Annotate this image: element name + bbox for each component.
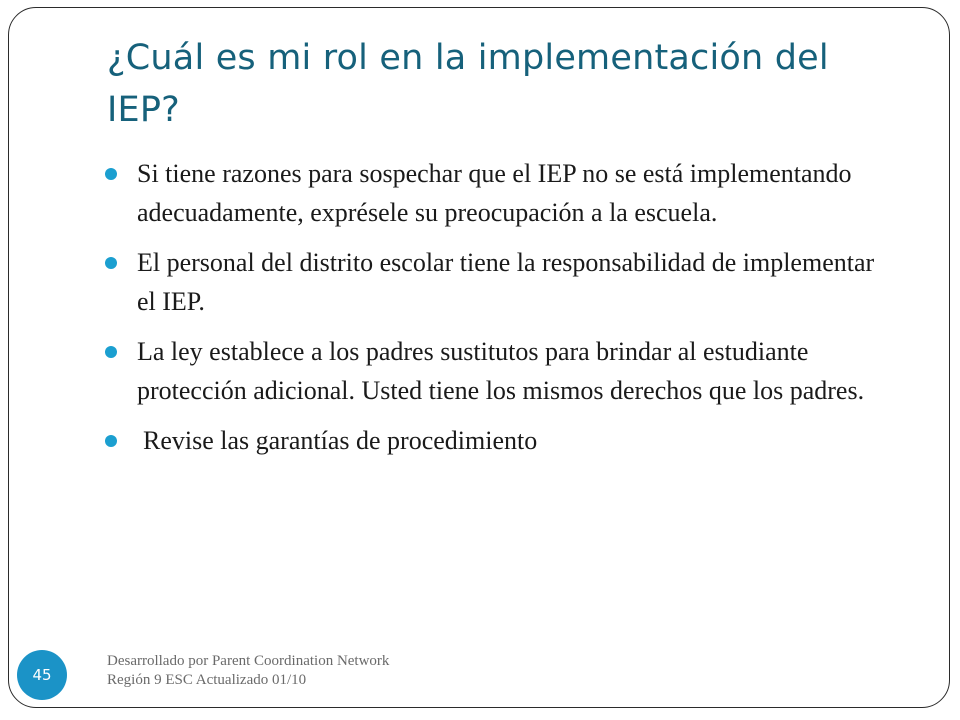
bullet-dot-icon [105,346,117,358]
page-number-badge: 45 [17,650,67,700]
bullet-list [105,154,895,471]
bullet-item [105,332,895,410]
bullet-item [105,421,895,460]
footer-line-2: Región 9 ESC Actualizado 01/10 [107,672,307,688]
bullet-item [105,154,895,232]
bullet-item [105,243,895,321]
bullet-text: Si tiene razones para sospechar que el IEP no se está implementando adecuadamente, exprésele su preocupación a la escuela. [137,159,852,227]
bullet-text: La ley establece a los padres sustitutos para brindar al estudiante protección adicional. Usted tiene los mismos derechos que los padres. [137,337,865,405]
bullet-dot-icon [105,168,117,180]
slide-title: ¿Cuál es mi rol en la implementación del IEP? [107,38,829,130]
bullet-dot-icon [105,435,117,447]
bullet-text: Revise las garantías de procedimiento [143,426,538,455]
bullet-text: El personal del distrito escolar tiene la responsabilidad de implementar el IEP. [137,248,875,316]
footer-line-1: Desarrollado por Parent Coordination Network [107,653,390,669]
bullet-dot-icon [105,257,117,269]
slide-footer [107,652,389,690]
